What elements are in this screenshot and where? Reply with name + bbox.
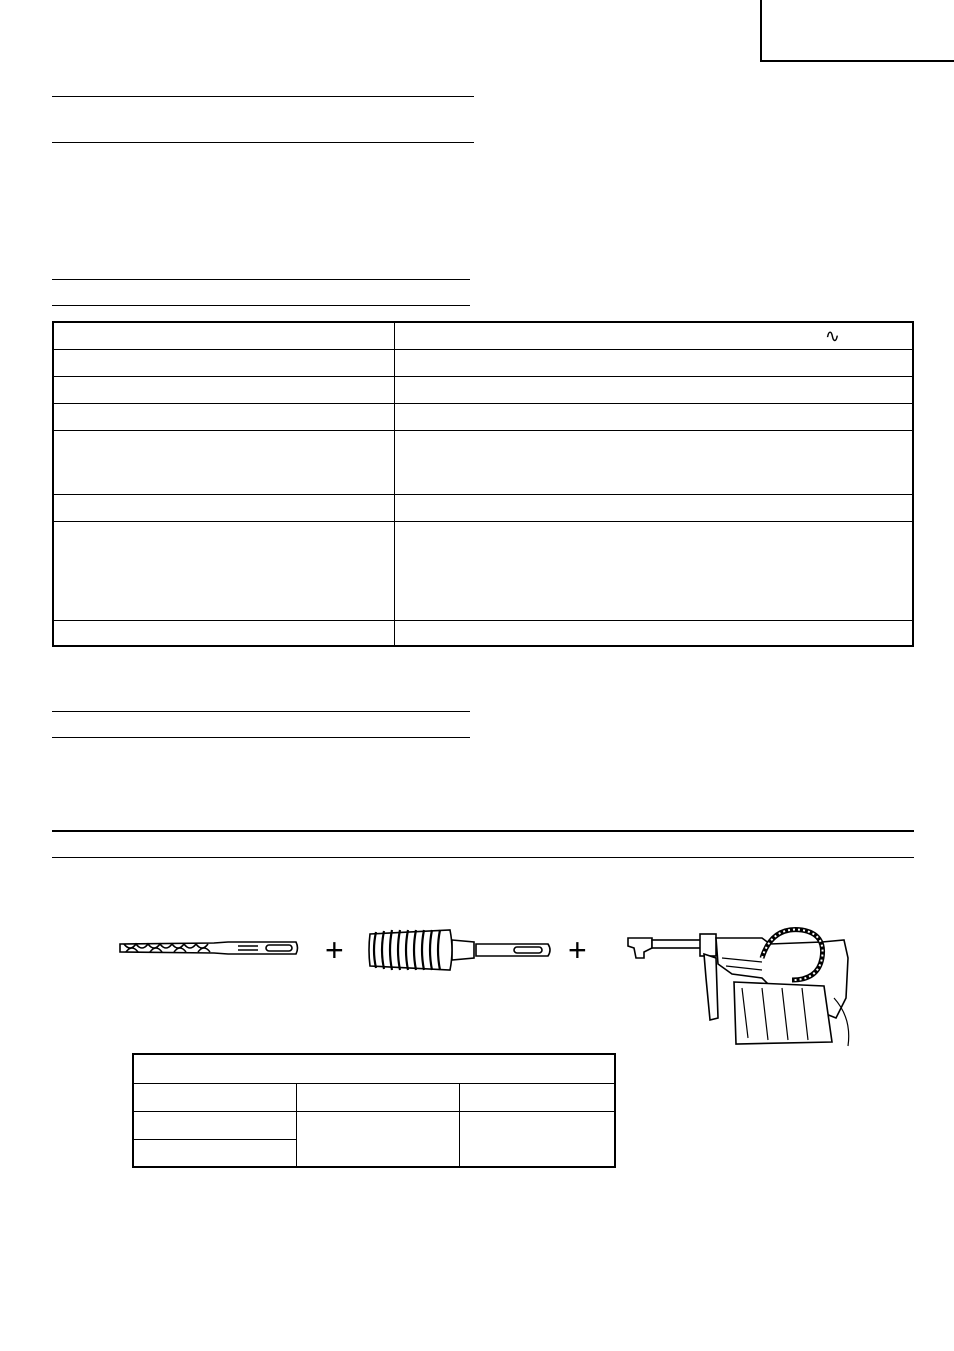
table-cell <box>460 1111 616 1167</box>
spec-label <box>53 620 395 646</box>
accessories-heading-rule-top <box>52 711 470 712</box>
table-cell <box>133 1139 297 1167</box>
column-header <box>297 1083 460 1111</box>
optional-accessories-rule-top <box>52 830 914 832</box>
spec-value <box>395 620 914 646</box>
spec-value <box>395 521 914 620</box>
ac-current-symbol: ∿ <box>824 325 840 346</box>
table-row <box>53 620 913 646</box>
spec-label <box>53 494 395 521</box>
section-rule-bottom <box>52 142 474 143</box>
specs-heading-rule-top <box>52 279 470 280</box>
drill-bit-table <box>132 1053 616 1168</box>
table-cell <box>133 1111 297 1139</box>
spec-value <box>395 376 914 403</box>
column-header <box>460 1083 616 1111</box>
column-header <box>133 1083 297 1111</box>
table-row <box>53 403 913 430</box>
accessories-heading-rule-bottom <box>52 737 470 738</box>
spec-value <box>395 403 914 430</box>
spec-label <box>53 322 395 349</box>
spec-value <box>395 349 914 376</box>
table-row <box>53 494 913 521</box>
spec-label <box>53 349 395 376</box>
dust-cup-bit-icon <box>366 924 552 976</box>
page-number-box <box>760 0 954 62</box>
table-row <box>53 349 913 376</box>
spec-label <box>53 521 395 620</box>
table-header <box>133 1054 615 1083</box>
optional-accessories-rule-bottom <box>52 857 914 858</box>
table-row <box>53 430 913 494</box>
spec-label <box>53 430 395 494</box>
specs-heading-rule-bottom <box>52 305 470 306</box>
table-header-row <box>133 1054 615 1083</box>
table-row <box>133 1083 615 1111</box>
spec-label <box>53 376 395 403</box>
table-row <box>53 322 913 349</box>
plus-sign: + <box>325 932 344 968</box>
specifications-table <box>52 321 914 647</box>
section-rule-top <box>52 96 474 97</box>
spec-value <box>395 430 914 494</box>
table-row <box>53 521 913 620</box>
rotary-hammer-with-dust-collector-icon <box>622 918 864 1048</box>
drill-bit-icon <box>118 934 300 962</box>
spec-value <box>395 494 914 521</box>
plus-sign: + <box>568 932 587 968</box>
table-cell <box>297 1111 460 1167</box>
table-row <box>53 376 913 403</box>
spec-value <box>395 322 914 349</box>
table-row <box>133 1111 615 1139</box>
spec-label <box>53 403 395 430</box>
